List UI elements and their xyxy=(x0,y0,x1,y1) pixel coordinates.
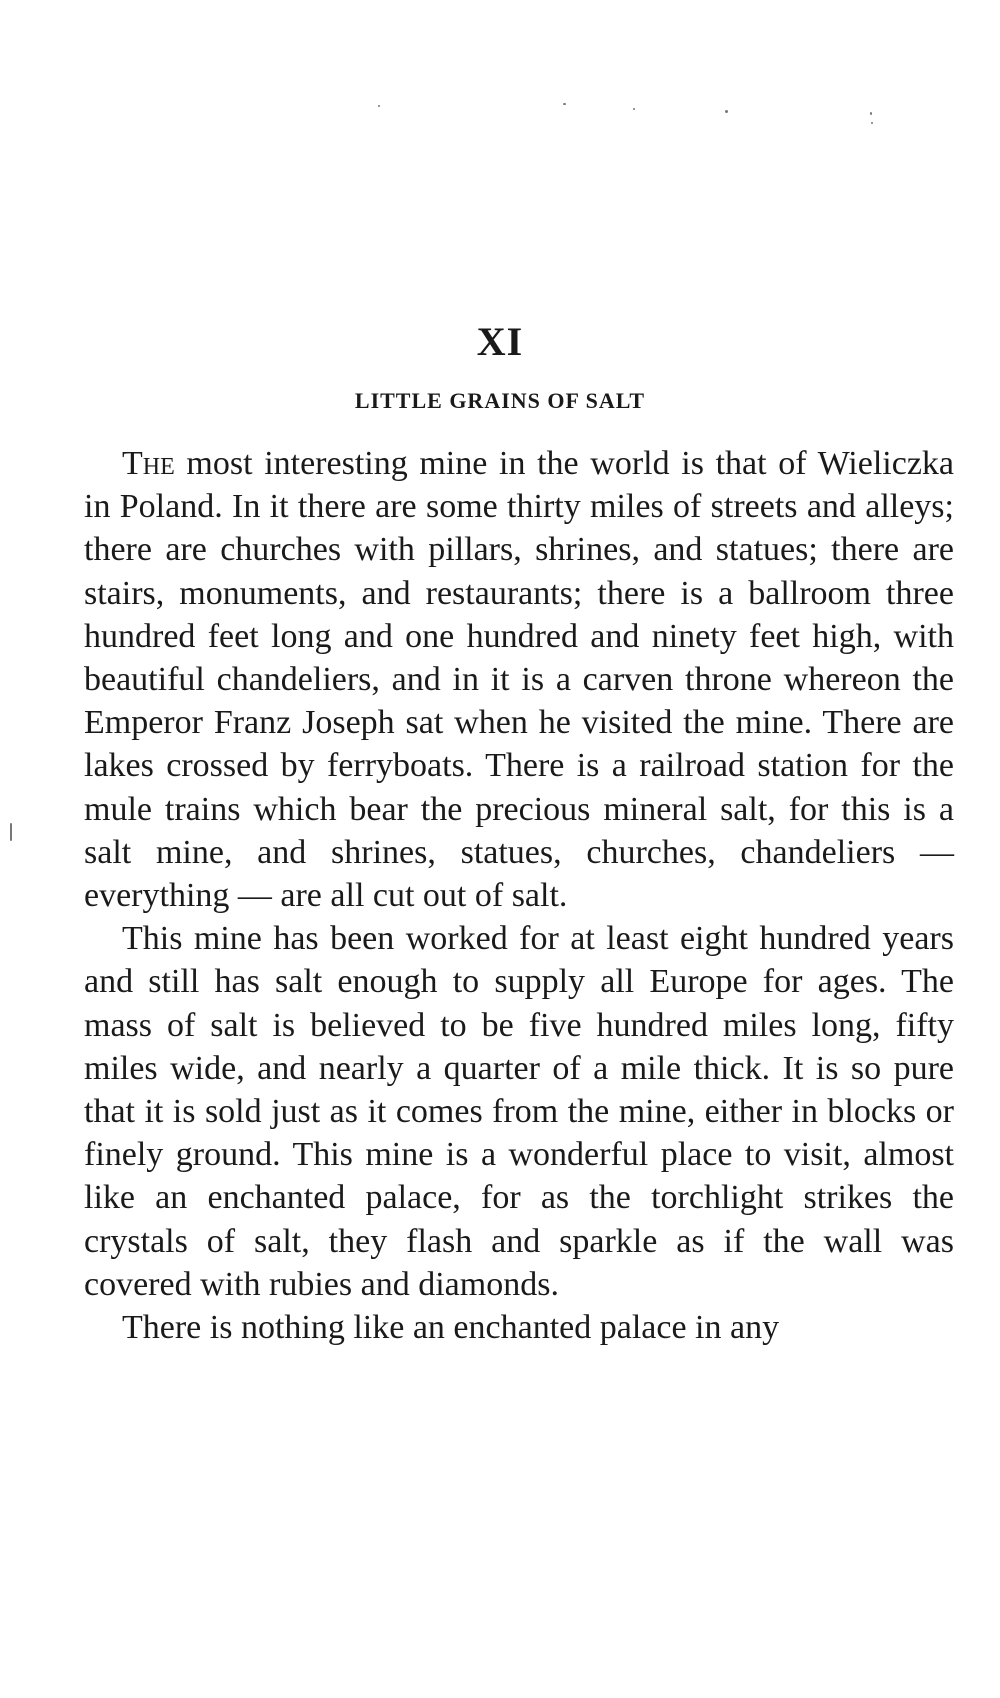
chapter-body xyxy=(84,442,954,1349)
paragraph-3 xyxy=(84,1306,954,1349)
scan-speck xyxy=(633,108,635,110)
paragraph-text: There is nothing like an enchanted palace in any xyxy=(122,1309,780,1347)
scan-speck xyxy=(870,112,872,115)
scan-speck xyxy=(563,103,566,105)
chapter-title: LITTLE GRAINS OF SALT xyxy=(354,388,646,413)
scan-speck xyxy=(725,110,728,113)
paragraph-text: most interesting mine in the world is that of Wieliczka in Poland. In it there are some thirty miles of streets and alleys; there are churches with pillars, shrines, and statues; there are stairs, monuments, and restaurants; there is a ballroom three hundred feet long and one hundred and ninety feet high, with beautiful chandeliers, and in it is a carven throne whereon the Emperor Franz Joseph sat when he visited the mine. There are lakes crossed by ferryboats. There is a railroad station for the mule trains which bear the precious mineral salt, for this is a salt mine, and shrines, statues, churches, chandeliers — everything — are all cut out of salt. xyxy=(84,445,954,915)
chapter-number: XI xyxy=(476,319,524,364)
paragraph-1 xyxy=(84,442,954,917)
scan-speck xyxy=(871,122,873,124)
scan-speck xyxy=(10,823,12,841)
paragraph-lead-word: The xyxy=(122,445,175,482)
paragraph-2 xyxy=(84,917,954,1306)
scan-speck xyxy=(378,105,380,107)
paragraph-text: This mine has been worked for at least eight hundred years and still has salt enough to supply all Europe for ages. The mass of salt is believed to be five hundred miles long, fifty miles wide, and nearly a quarter of a mile thick. It is so pure that it is sold just as it comes from the mine, either in blocks or finely ground. This mine is a wonderful place to visit, almost like an enchanted palace, for as the torchlight strikes the crystals of salt, they flash and sparkle as if the wall was covered with rubies and diamonds. xyxy=(84,920,954,1303)
